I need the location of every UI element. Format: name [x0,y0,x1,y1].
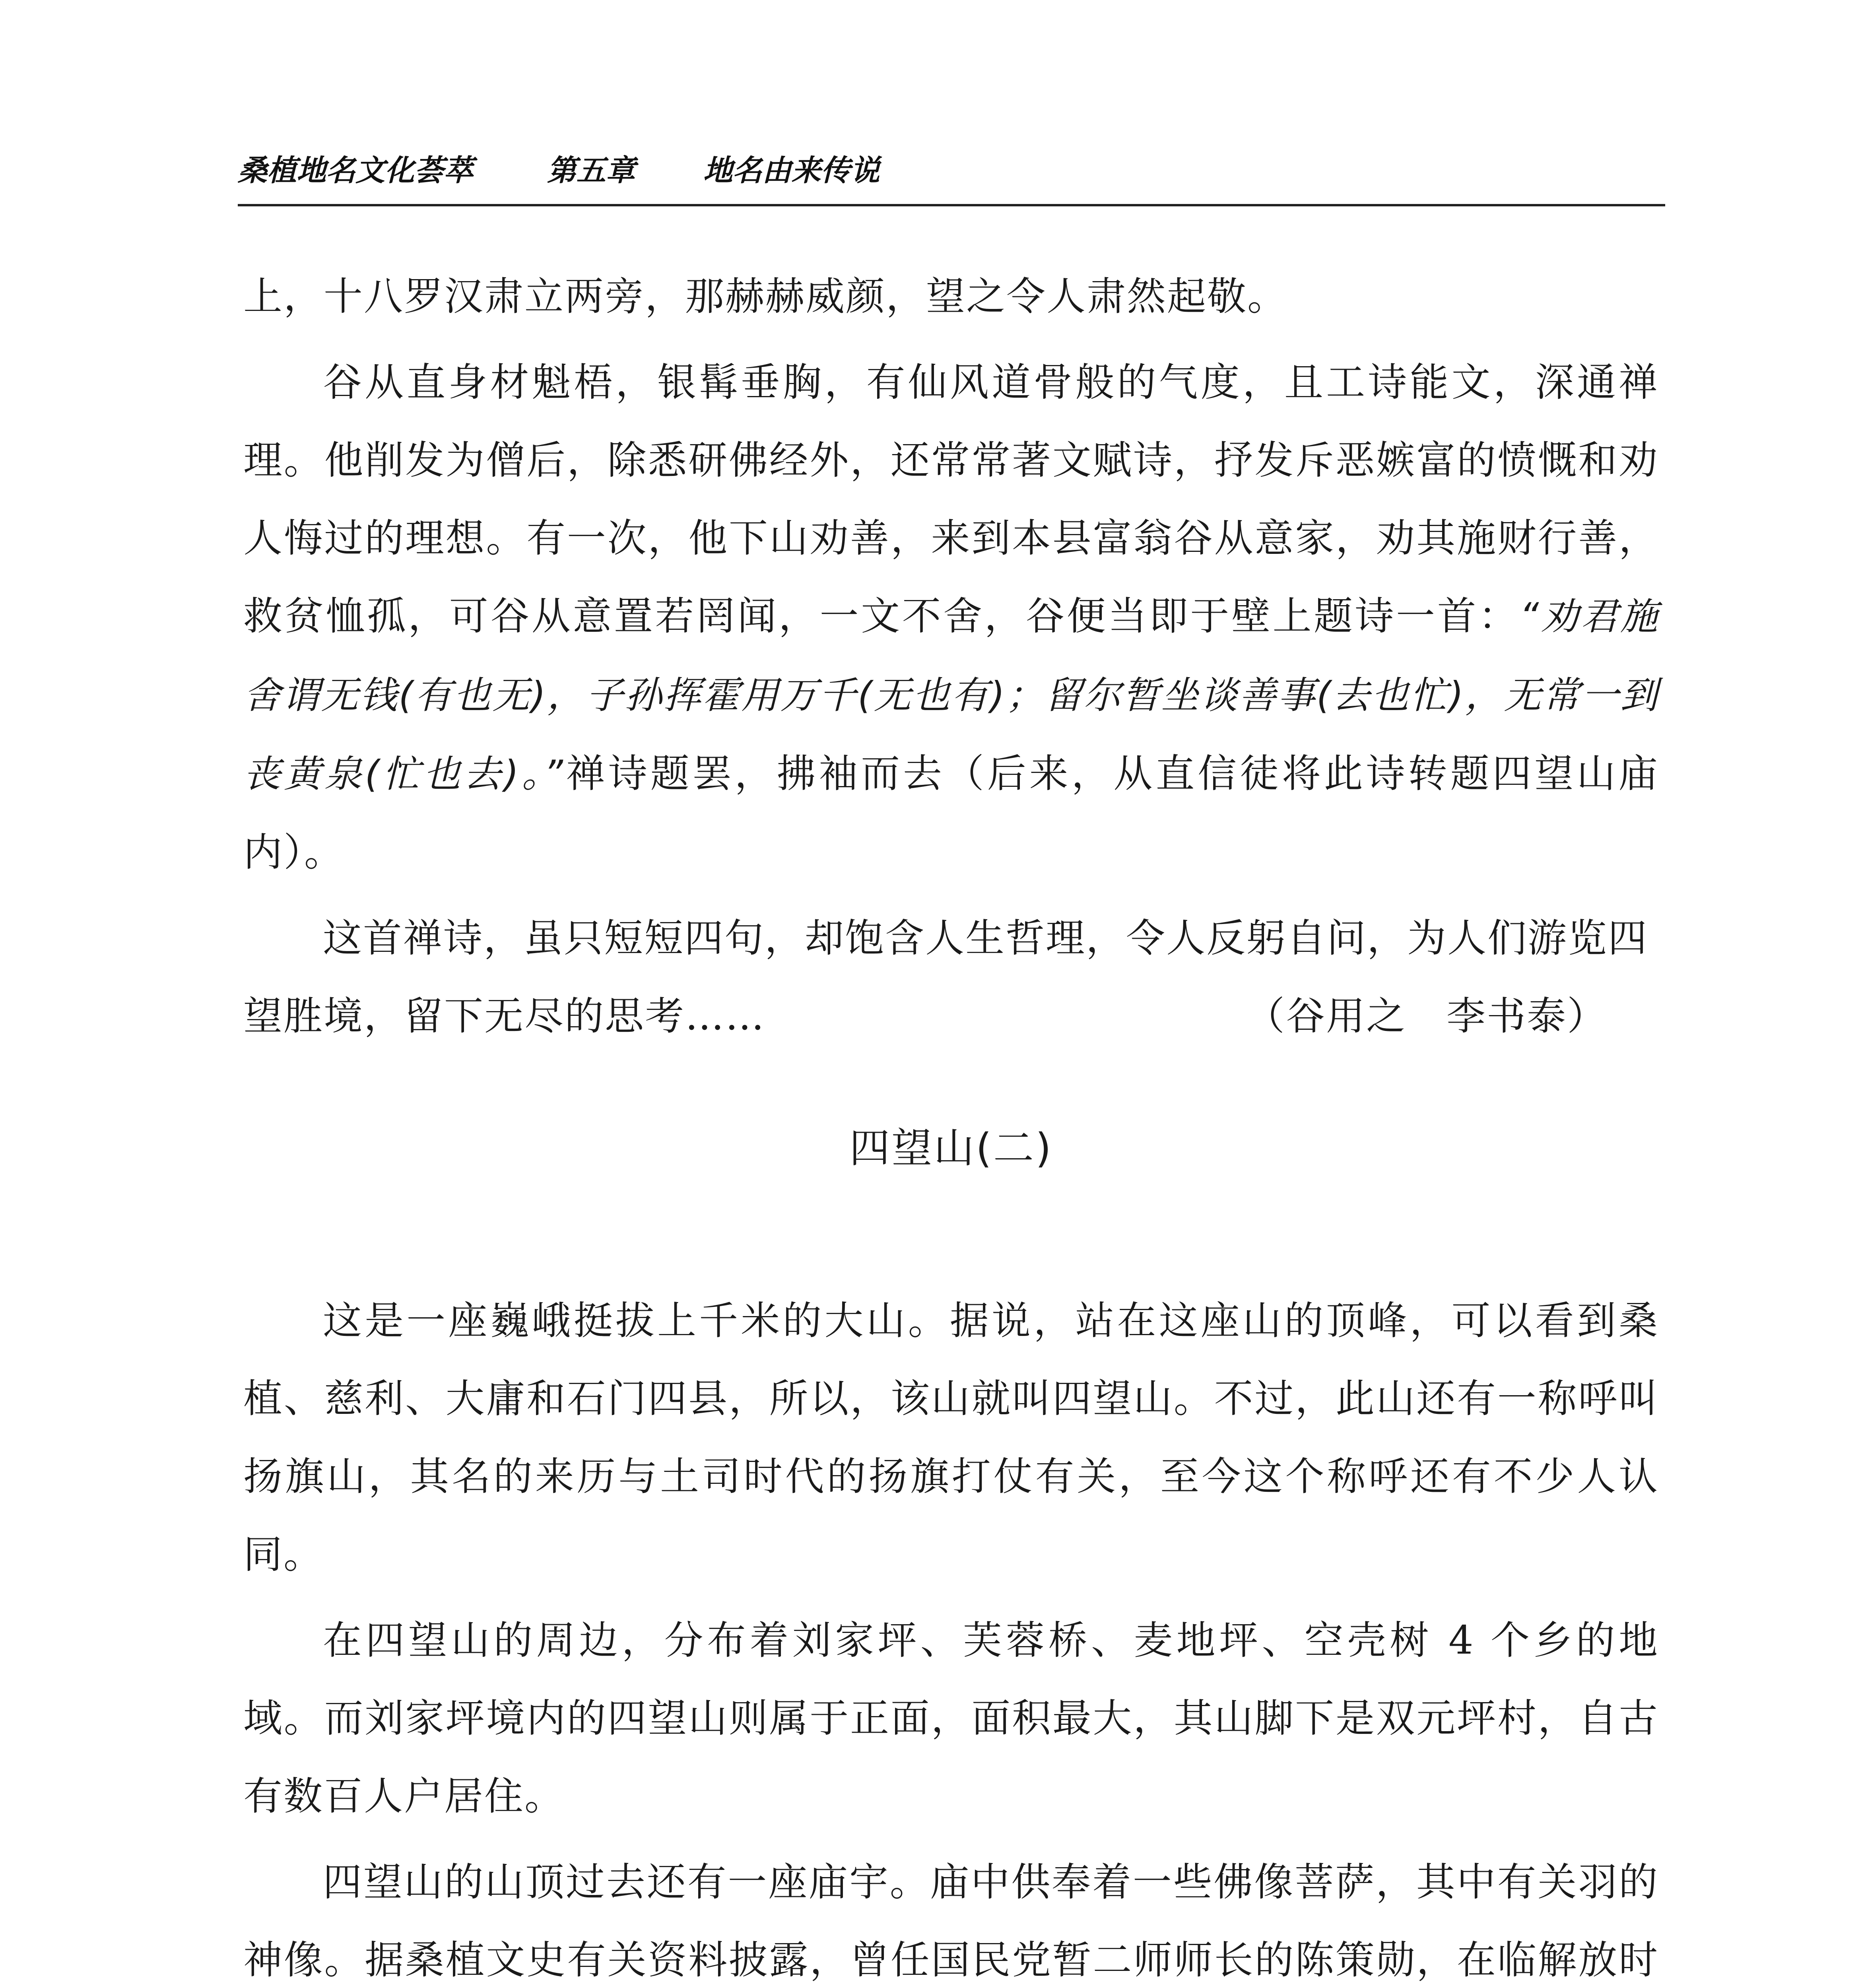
header-book-title: 桑植地名文化荟萃 [238,153,473,188]
paragraph-temple: 四望山的山顶过去还有一座庙宇。庙中供奉着一些佛像菩萨，其中有关羽的神像。据桑植文史有关资料披露，曾任国民党暂二师师长的陈策勋，在临解放时 [243,1860,1659,1983]
section-title: 四望山(二) [849,1125,1053,1172]
paragraph-text-end: 禅诗题罢，拂袖而去（后来，从直信徒将此诗转题四望山庙内）。 [243,751,1659,875]
zen-poem: “劝君施舍谓无钱(有也无)，子孙挥霍用万千(无也有)；留尔暂坐谈善事(去也忙)，无常一到丧黄泉(忙也去)。” [243,595,1659,796]
paragraph-surroundings: 在四望山的周边，分布着刘家坪、芙蓉桥、麦地坪、空壳树 4 个乡的地域。而刘家坪境内的四望山则属于正面，面积最大，其山脚下是双元坪村，自古有数百人户居住。 [243,1618,1659,1819]
header-chapter: 第五章 [547,153,635,188]
paragraph-continuation: 上，十八罗汉肃立两旁，那赫赫威颜，望之令人肃然起敬。 [243,274,1288,319]
page-body [243,258,1659,1988]
paragraph-text: 谷从直身材魁梧，银髯垂胸，有仙风道骨般的气度，且工诗能文，深通禅理。他削发为僧后，除悉研佛经外，还常常著文赋诗，抒发斥恶嫉富的愤慨和劝人悔过的理想。有一次，他下山劝善，来到本县富翁谷从意家，劝其施财行善，救贫恤孤，可谷从意置若罔闻，一文不舍，谷便当即于壁上题诗一首： [243,360,1659,639]
author-credit: （谷用之 李书泰） [1245,994,1607,1039]
running-header [238,147,880,189]
paragraph-poem-reflection [243,899,1659,1055]
header-section-title: 地名由来传说 [703,153,880,188]
paragraph-mountain-intro: 这是一座巍峨挺拔上千米的大山。据说，站在这座山的顶峰，可以看到桑植、慈利、大庸和石门四县，所以，该山就叫四望山。不过，此山还有一称呼叫扬旗山，其名的来历与土司时代的扬旗打仗有关，至今这个称呼还有不少人认同。 [243,1298,1659,1577]
paragraph-text: 这首禅诗，虽只短短四句，却饱含人生哲理，令人反躬自问，为人们游览四望胜境，留下无尽的思考…… [243,916,1648,1039]
paragraph-gu-congzhi [243,344,1659,891]
header-rule [238,204,1665,206]
